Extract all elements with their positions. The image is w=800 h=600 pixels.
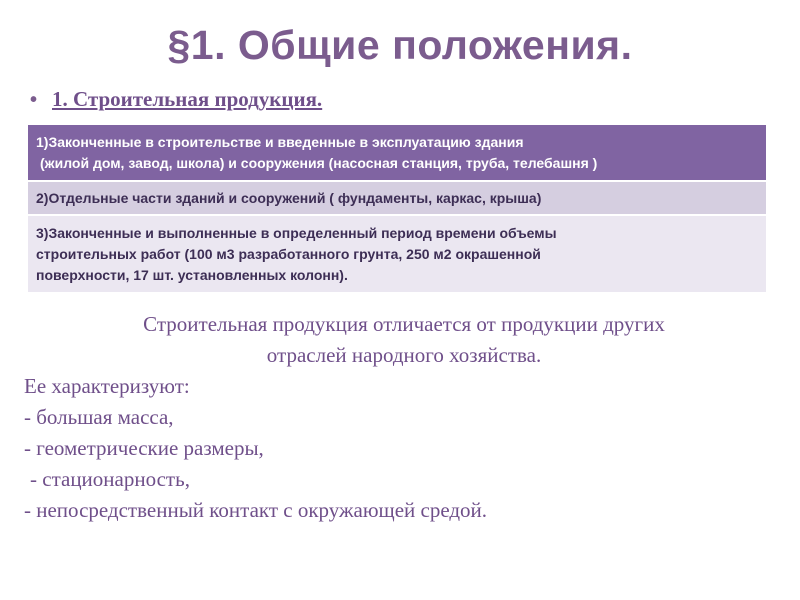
table-row <box>28 181 766 215</box>
cell-line: (жилой дом, завод, школа) и сооружения (насосная станция, труба, телебашня ) <box>40 154 598 171</box>
table-row <box>28 215 766 292</box>
cell-line: 3)Законченные и выполненные в определенный период времени объемы <box>36 224 557 241</box>
product-table <box>28 125 766 292</box>
paragraph-line: Строительная продукция отличается от продукции других <box>143 312 665 336</box>
list-item: - большая масса, <box>24 405 174 429</box>
cell-line: 1)Законченные в строительстве и введенные в эксплуатацию здания <box>36 133 524 150</box>
table-cell <box>28 125 766 181</box>
table-cell <box>28 215 766 292</box>
list-item: - стационарность, <box>30 467 190 491</box>
cell-line: строительных работ (100 м3 разработанного грунта, 250 м2 окрашенной <box>36 245 541 262</box>
body-text <box>24 309 784 526</box>
table-cell <box>28 181 766 215</box>
cell-line: поверхности, 17 шт. установленных колонн). <box>36 266 348 283</box>
list-item: - геометрические размеры, <box>24 436 264 460</box>
slide-title: §1. Общие положения. <box>167 22 633 68</box>
bullet-dot-icon: • <box>30 89 38 111</box>
list-item: - непосредственный контакт с окружающей средой. <box>24 498 488 522</box>
characteristics-intro: Ее характеризуют: <box>24 374 190 398</box>
paragraph-line: отраслей народного хозяйства. <box>266 343 542 367</box>
cell-line: 2)Отдельные части зданий и сооружений ( фундаменты, каркас, крыша) <box>36 189 542 206</box>
table-row <box>28 125 766 181</box>
bullet-text: 1. Строительная продукция. <box>52 87 323 111</box>
bullet-item <box>30 87 322 112</box>
